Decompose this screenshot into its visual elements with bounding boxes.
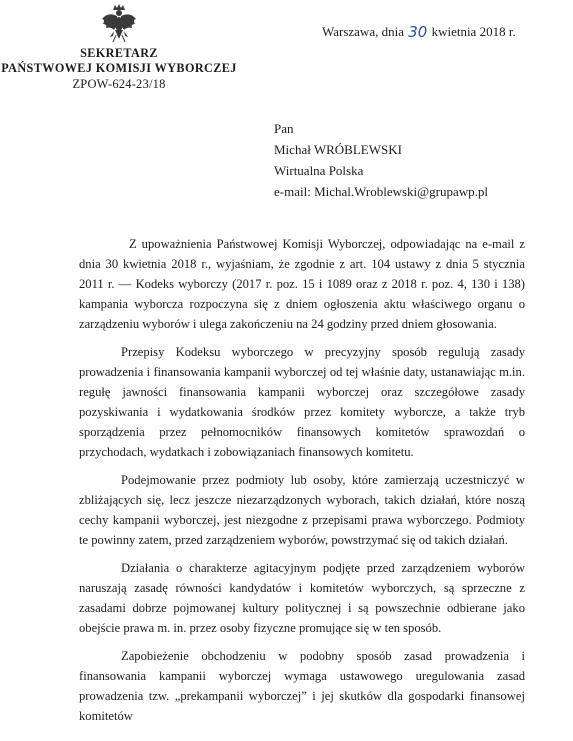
sender-block (0, 46, 238, 92)
recipient-salutation: Pan (274, 121, 294, 136)
body-paragraph: Z upoważnienia Państwowej Komisji Wyborczej, odpowiadając na e-mail z dnia 30 kwietnia 2018 r., wyjaśniam, że zgodnie z art. 104 ustawy z dnia 5 stycznia 2011 r. — Kodeks wyborczy (2017 r. poz. 15 i 1089 oraz z 2018 r. poz. 4, 130 i 138) kampania wyborcza rozpoczyna się z dniem ogłoszenia aktu właściwego organu o zarządzeniu wyborów i ulega zakończeniu na 24 godziny przed dniem głosowania. (79, 237, 525, 331)
body-paragraph: Przepisy Kodeksu wyborczego w precyzyjny sposób regulują zasady prowadzenia i finansowania kampanii wyborczej od tej właśnie daty, ustanawiając m.in. regułę jawności finansowania kampanii wyborczej oraz szczegółowe zasady pozyskiwania i wydatkowania środków przez komitety wyborcze, a także tryb sporządzenia przez pełnomocników finansowych komitetów sprawozdań o przychodach, wydatkach i zobowiązaniach finansowych komitetu. (79, 345, 525, 459)
sender-institution: PAŃSTWOWEJ KOMISJI WYBORCZEJ (1, 61, 237, 75)
date-prefix: Warszawa, dnia (322, 24, 404, 39)
date-line (322, 22, 516, 40)
body-paragraph: Działania o charakterze agitacyjnym podjęte przed zarządzeniem wyborów naruszają zasadę równości kandydatów i komitetów wyborczych, są sprzeczne z zasadami dobrze pojmowanej kultury politycznej i są powszechnie odbierane jako obejście prawa m. in. przez osoby fizyczne promujące się w ten sposób. (79, 561, 525, 635)
reference-number: ZPOW-624-23/18 (72, 77, 166, 91)
recipient-email: e-mail: Michal.Wroblewski@grupawp.pl (274, 184, 488, 199)
sender-title: SEKRETARZ (80, 46, 158, 60)
date-suffix: kwietnia 2018 r. (431, 24, 516, 39)
recipient-name: Michał WRÓBLEWSKI (274, 142, 402, 157)
letter-body (79, 234, 525, 734)
date-day-handwritten: 30 (408, 23, 428, 41)
polish-eagle-emblem (101, 3, 137, 45)
body-paragraph: Podejmowanie przez podmioty lub osoby, które zamierzają uczestniczyć w zbliżających się, lecz jeszcze niezarządzonych wyborach, takich działań, które noszą cechy kampanii wyborczej, jest niezgodne z przepisami prawa wyborczego. Podmioty te powinny zatem, przed zarządzeniem wyborów, powstrzymać się od takich działań. (79, 473, 525, 547)
recipient-organization: Wirtualna Polska (274, 163, 364, 178)
body-paragraph: Zapobieżenie obchodzeniu w podobny sposób zasad prowadzenia i finansowania kampanii wyborczej wymaga ustawowego uregulowania zasad prowadzenia tzw. „prekampanii wyborczej” i jej skutków dla gospodarki finansowej komitetów (79, 649, 525, 723)
recipient-block (274, 118, 488, 202)
